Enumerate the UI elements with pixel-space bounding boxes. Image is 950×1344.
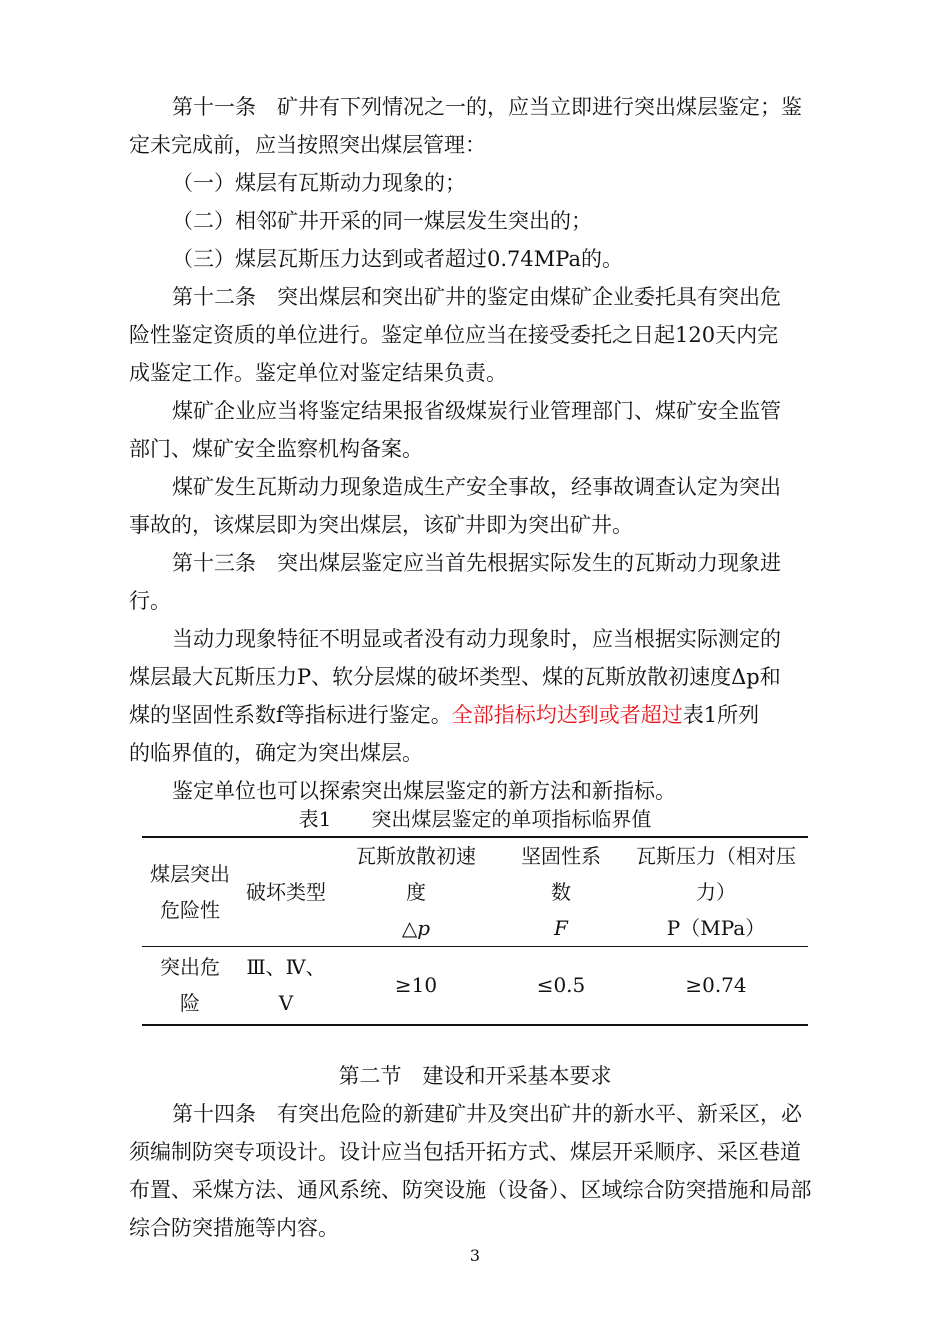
para-indicators-line-2: 煤层最大瓦斯压力P、软分层煤的破坏类型、煤的瓦斯放散初速度Δp和 xyxy=(129,665,781,689)
table-row xyxy=(142,947,808,1025)
table-caption: 表1 突出煤层鉴定的单项指标临界值 xyxy=(298,807,652,831)
article-14-line-1: 第十四条 有突出危险的新建矿井及突出矿井的新水平、新采区，必 xyxy=(172,1102,802,1126)
header-gas-pressure: 瓦斯压力（相对压 力） P（MPa） xyxy=(624,837,808,947)
header-damage-type: 破坏类型 xyxy=(238,837,334,947)
article-14-line-3: 布置、采煤方法、通风系统、防突设施（设备）、区域综合防突措施和局部 xyxy=(129,1178,812,1202)
cell-risk: 突出危 险 xyxy=(160,955,220,1016)
indicators-text-a: 煤的坚固性系数f等指标进行鉴定。 xyxy=(129,703,452,727)
header-risk: 煤层突出 危险性 xyxy=(142,837,238,947)
article-12-line-2: 险性鉴定资质的单位进行。鉴定单位应当在接受委托之日起120天内完 xyxy=(129,323,779,347)
para-indicators-line-3 xyxy=(129,696,824,734)
cell-gas-pressure: ≥0.74 xyxy=(685,973,747,998)
article-11-line-1: 第十一条 矿井有下列情况之一的，应当立即进行突出煤层鉴定；鉴 xyxy=(172,95,802,119)
list-item-2: （二）相邻矿井开采的同一煤层发生突出的； xyxy=(172,209,592,233)
article-13-line-1: 第十三条 突出煤层鉴定应当首先根据实际发生的瓦斯动力现象进 xyxy=(172,551,781,575)
para-indicators-line-4: 的临界值的，确定为突出煤层。 xyxy=(129,741,423,765)
header-initial-velocity: 瓦斯放散初速 度 △p xyxy=(334,837,498,947)
article-14-line-2: 须编制防突专项设计。设计应当包括开拓方式、煤层开采顺序、采区巷道 xyxy=(129,1140,801,1164)
para-record-line-2: 部门、煤矿安全监察机构备案。 xyxy=(129,437,423,461)
criteria-table xyxy=(142,836,808,1026)
page-number: 3 xyxy=(469,1246,481,1265)
highlighted-text: 全部指标均达到或者超过 xyxy=(451,703,683,727)
list-item-1: （一）煤层有瓦斯动力现象的； xyxy=(172,171,466,195)
para-accident-line-2: 事故的，该煤层即为突出煤层，该矿井即为突出矿井。 xyxy=(129,513,633,537)
para-indicators-line-1: 当动力现象特征不明显或者没有动力现象时，应当根据实际测定的 xyxy=(172,627,781,651)
article-12-line-1: 第十二条 突出煤层和突出矿井的鉴定由煤矿企业委托具有突出危 xyxy=(172,285,781,309)
article-11-line-2: 定未完成前，应当按照突出煤层管理： xyxy=(129,133,486,157)
section-title: 第二节 建设和开采基本要求 xyxy=(338,1064,612,1088)
para-accident-line-1: 煤矿发生瓦斯动力现象造成生产安全事故，经事故调查认定为突出 xyxy=(172,475,781,499)
para-record-line-1: 煤矿企业应当将鉴定结果报省级煤炭行业管理部门、煤矿安全监管 xyxy=(172,399,781,423)
para-new-methods: 鉴定单位也可以探索突出煤层鉴定的新方法和新指标。 xyxy=(172,779,676,803)
indicators-text-b: 表1所列 xyxy=(682,703,760,727)
header-firmness: 坚固性系 数 F xyxy=(498,837,624,947)
list-item-3: （三）煤层瓦斯压力达到或者超过0.74MPa的。 xyxy=(172,247,623,271)
cell-damage-type: Ⅲ、Ⅳ、 Ⅴ xyxy=(246,955,326,1016)
article-13-line-2: 行。 xyxy=(129,589,171,613)
article-12-line-3: 成鉴定工作。鉴定单位对鉴定结果负责。 xyxy=(129,361,507,385)
article-14-line-4: 综合防突措施等内容。 xyxy=(129,1216,339,1240)
cell-initial-velocity: ≥10 xyxy=(394,973,438,998)
cell-firmness: ≤0.5 xyxy=(536,973,586,998)
table-header-row xyxy=(142,837,808,947)
